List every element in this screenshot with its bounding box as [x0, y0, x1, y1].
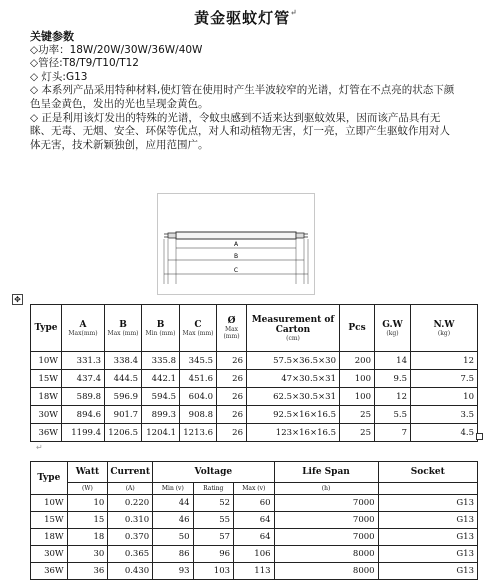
col-watt: Watt — [67, 462, 108, 483]
paragraph-mark: ↵ — [290, 7, 298, 17]
life-span-cell: 7000 — [274, 495, 378, 512]
voltage-max-cell: 64 — [234, 529, 274, 546]
diameter-cell: 26 — [217, 352, 247, 370]
tube-body — [176, 232, 296, 239]
nw-cell: 7.5 — [411, 370, 478, 388]
diameter-cell: 26 — [217, 424, 247, 442]
current-cell: 0.370 — [108, 529, 153, 546]
carton-cell: 47×30.5×31 — [247, 370, 340, 388]
type-cell: 15W — [31, 370, 62, 388]
unit-voltage-min: Min (v) — [153, 483, 193, 495]
params-heading: 关键参数 — [30, 30, 74, 43]
voltage-max-cell: 113 — [234, 563, 274, 580]
col-nw: N.W (kg) — [411, 305, 478, 352]
table-row — [31, 424, 478, 442]
col-b-max: B Max (mm) — [105, 305, 142, 352]
carton-cell: 57.5×36.5×30 — [247, 352, 340, 370]
pcs-cell: 100 — [340, 388, 375, 406]
table-row — [31, 546, 478, 563]
gw-cell: 7 — [375, 424, 411, 442]
pcs-cell: 100 — [340, 370, 375, 388]
voltage-max-cell: 60 — [234, 495, 274, 512]
type-cell: 18W — [31, 388, 62, 406]
nw-cell: 12 — [411, 352, 478, 370]
unit-voltage-max: Max (v) — [234, 483, 274, 495]
watt-cell: 36 — [67, 563, 108, 580]
b-max-cell: 444.5 — [105, 370, 142, 388]
paragraph-mark: ↵ — [36, 443, 43, 452]
dimension-label-b: B — [233, 253, 239, 260]
electrical-table-subheader — [31, 483, 478, 495]
param-tube-diameter: ◇管径:T8/T9/T10/T12 — [30, 57, 139, 70]
carton-cell: 92.5×16×16.5 — [247, 406, 340, 424]
dimension-label-c: C — [233, 267, 239, 274]
col-a: A Max(mm) — [62, 305, 105, 352]
life-span-cell: 7000 — [274, 529, 378, 546]
col-gw: G.W (kg) — [375, 305, 411, 352]
watt-cell: 10 — [67, 495, 108, 512]
voltage-min-cell: 50 — [153, 529, 193, 546]
a-cell: 437.4 — [62, 370, 105, 388]
type-cell: 30W — [31, 406, 62, 424]
diameter-cell: 26 — [217, 406, 247, 424]
pcs-cell: 25 — [340, 406, 375, 424]
gw-cell: 14 — [375, 352, 411, 370]
socket-cell: G13 — [378, 512, 477, 529]
col-type: Type — [31, 462, 68, 495]
socket-cell: G13 — [378, 495, 477, 512]
b-min-cell: 442.1 — [142, 370, 180, 388]
unit-socket — [378, 483, 477, 495]
type-cell: 36W — [31, 563, 68, 580]
col-pcs: Pcs — [340, 305, 375, 352]
c-cell: 345.5 — [180, 352, 217, 370]
watt-cell: 18 — [67, 529, 108, 546]
b-max-cell: 1206.5 — [105, 424, 142, 442]
tube-right-cap — [296, 233, 304, 238]
voltage-rating-cell: 96 — [193, 546, 234, 563]
a-cell: 1199.4 — [62, 424, 105, 442]
col-carton: Measurement of Carton (cm) — [247, 305, 340, 352]
b-min-cell: 335.8 — [142, 352, 180, 370]
gw-cell: 9.5 — [375, 370, 411, 388]
dimension-table — [30, 304, 478, 442]
life-span-cell: 7000 — [274, 512, 378, 529]
socket-cell: G13 — [378, 546, 477, 563]
c-cell: 1213.6 — [180, 424, 217, 442]
electrical-table — [30, 461, 478, 580]
pcs-cell: 25 — [340, 424, 375, 442]
type-cell: 10W — [31, 352, 62, 370]
col-voltage: Voltage — [153, 462, 274, 483]
col-b-min: B Min (mm) — [142, 305, 180, 352]
table-move-handle[interactable]: ✥ — [12, 294, 23, 305]
table-row — [31, 512, 478, 529]
unit-voltage-rating: Rating — [193, 483, 234, 495]
gw-cell: 5.5 — [375, 406, 411, 424]
title-text: 黄金驱蚊灯管 — [194, 9, 291, 27]
tube-left-cap — [168, 233, 176, 238]
life-span-cell: 8000 — [274, 563, 378, 580]
type-cell: 30W — [31, 546, 68, 563]
nw-cell: 3.5 — [411, 406, 478, 424]
table-row — [31, 388, 478, 406]
voltage-min-cell: 46 — [153, 512, 193, 529]
diameter-cell: 26 — [217, 388, 247, 406]
type-cell: 15W — [31, 512, 68, 529]
tube-diagram-svg — [158, 194, 314, 294]
dimension-table-body — [31, 352, 478, 442]
c-cell: 451.6 — [180, 370, 217, 388]
current-cell: 0.365 — [108, 546, 153, 563]
watt-cell: 30 — [67, 546, 108, 563]
socket-cell: G13 — [378, 563, 477, 580]
param-power: ◇功率：18W/20W/30W/36W/40W — [30, 43, 203, 56]
nw-cell: 4.5 — [411, 424, 478, 442]
voltage-max-cell: 64 — [234, 512, 274, 529]
dimension-label-a: A — [233, 241, 239, 248]
type-cell: 10W — [31, 495, 68, 512]
col-type: Type — [31, 305, 62, 352]
carton-cell: 62.5×30.5×31 — [247, 388, 340, 406]
table-row — [31, 563, 478, 580]
c-cell: 908.8 — [180, 406, 217, 424]
type-cell: 36W — [31, 424, 62, 442]
b-min-cell: 1204.1 — [142, 424, 180, 442]
unit-current: (A) — [108, 483, 153, 495]
c-cell: 604.0 — [180, 388, 217, 406]
diameter-cell: 26 — [217, 370, 247, 388]
param-lamp-cap: ◇ 灯头:G13 — [30, 70, 88, 83]
nw-cell: 10 — [411, 388, 478, 406]
current-cell: 0.310 — [108, 512, 153, 529]
voltage-rating-cell: 57 — [193, 529, 234, 546]
param-description-1: ◇ 本系列产品采用特种材料,使灯管在使用时产生半波较窄的光谱，灯管在不点亮的状态下颜色呈金黄色，发出的光也呈现金黄色。 — [30, 84, 455, 110]
tube-dimension-diagram — [157, 193, 315, 295]
a-cell: 894.6 — [62, 406, 105, 424]
document-title — [0, 7, 492, 28]
table-row — [31, 352, 478, 370]
voltage-max-cell: 106 — [234, 546, 274, 563]
dimension-table-header — [31, 305, 478, 352]
life-span-cell: 8000 — [274, 546, 378, 563]
gw-cell: 12 — [375, 388, 411, 406]
carton-cell: 123×16×16.5 — [247, 424, 340, 442]
voltage-rating-cell: 55 — [193, 512, 234, 529]
table-row — [31, 370, 478, 388]
unit-watt: (W) — [67, 483, 108, 495]
type-cell: 18W — [31, 529, 68, 546]
b-min-cell: 899.3 — [142, 406, 180, 424]
watt-cell: 15 — [67, 512, 108, 529]
col-life-span: Life Span — [274, 462, 378, 483]
voltage-min-cell: 44 — [153, 495, 193, 512]
electrical-table-body — [31, 495, 478, 580]
current-cell: 0.220 — [108, 495, 153, 512]
unit-life-span: (h) — [274, 483, 378, 495]
socket-cell: G13 — [378, 529, 477, 546]
key-parameters — [30, 30, 460, 152]
b-max-cell: 901.7 — [105, 406, 142, 424]
b-max-cell: 596.9 — [105, 388, 142, 406]
b-min-cell: 594.5 — [142, 388, 180, 406]
table-row — [31, 406, 478, 424]
a-cell: 589.8 — [62, 388, 105, 406]
table-row — [31, 529, 478, 546]
electrical-table-header — [31, 462, 478, 483]
table-resize-handle[interactable] — [476, 433, 483, 440]
b-max-cell: 338.4 — [105, 352, 142, 370]
voltage-rating-cell: 103 — [193, 563, 234, 580]
voltage-min-cell: 86 — [153, 546, 193, 563]
col-diameter: Ø Max (mm) — [217, 305, 247, 352]
table-row — [31, 495, 478, 512]
voltage-rating-cell: 52 — [193, 495, 234, 512]
voltage-min-cell: 93 — [153, 563, 193, 580]
col-current: Current — [108, 462, 153, 483]
col-socket: Socket — [378, 462, 477, 483]
param-description-2: ◇ 正是利用该灯发出的特殊的光谱，令蚊虫感到不适来达到驱蚊效果，因而该产品具有无眯、无毒、无烟、安全、环保等优点，对人和动植物无害，灯一亮，立即产生驱蚊作用对人体无害，技术新颖独创，应用范围广。 — [30, 111, 450, 151]
col-c: C Max (mm) — [180, 305, 217, 352]
a-cell: 331.3 — [62, 352, 105, 370]
pcs-cell: 200 — [340, 352, 375, 370]
current-cell: 0.430 — [108, 563, 153, 580]
